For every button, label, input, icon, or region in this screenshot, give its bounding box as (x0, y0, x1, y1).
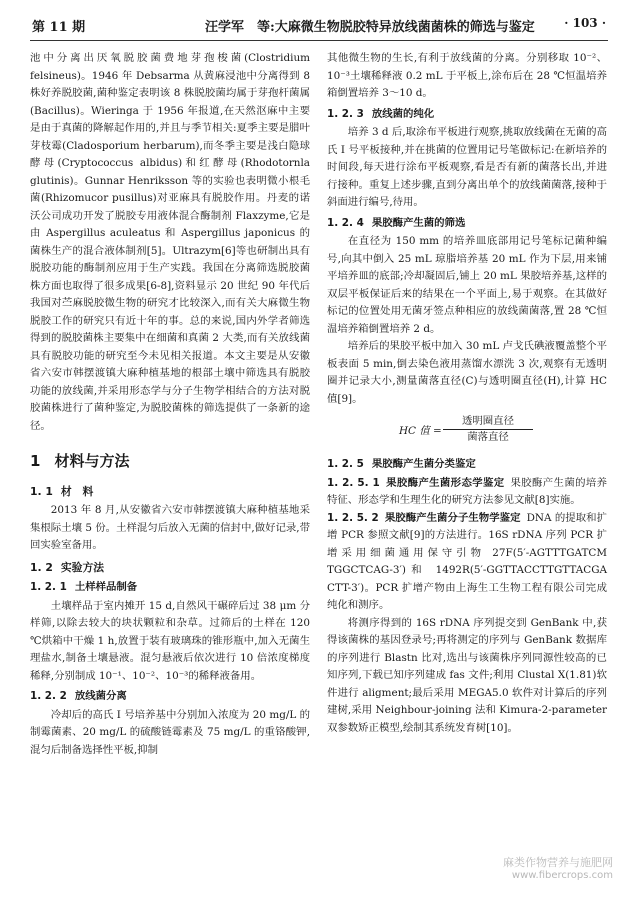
subsection-number: 1. 2. 5. 1 (327, 476, 380, 489)
page-number: · 103 · (564, 16, 606, 30)
subsection-heading-1-2-2 (30, 688, 310, 706)
left-column (30, 50, 310, 759)
materials-paragraph: 2013 年 8 月,从安徽省六安市韩摆渡镇大麻种植基地采集根际土壤 5 份。土样混匀后放入无菌的信封中,做好记录,带回实验室备用。 (30, 504, 310, 551)
subsection-title: 果胶酶产生菌形态学鉴定 (385, 476, 505, 489)
subsection-heading-1-2-3 (327, 106, 607, 124)
subsection-heading-1-2-1 (30, 579, 310, 597)
section-heading-1 (30, 453, 310, 471)
subsection-number: 1. 2. 5 (327, 458, 364, 470)
molecular-text: DNA 的提取和扩增 PCR 参照文献[9]的方法进行。16S rDNA 序列 PCR 扩增采用细菌通用保守引物 27F(5′-AGTTTGATCM TGGCTCAG-3′)和 1492R(5′-GGTTACCTTGTTACGA CTT-3′)。PCR 扩增产物由上海生工生物工程有限公司完成纯化和测序。 (327, 511, 607, 611)
screening-paragraph-b: 培养后的果胶平板中加入 30 mL 卢戈氏碘液覆盖整个平板表面 5 min,倒去染色液用蒸馏水漂洗 3 次,观察有无透明圈并记录大小,测量菌落直径(C)与透明圈直径(H),计算 HC 值[9]。 (327, 340, 607, 405)
subsection-title: 放线菌的纯化 (371, 107, 435, 120)
subsection-title: 果胶酶产生菌分子生物学鉴定 (384, 511, 521, 524)
subsection-heading-1-2-4 (327, 215, 607, 233)
formula-lhs: HC 值 = (399, 425, 442, 437)
site-watermark (503, 854, 613, 881)
subsection-title: 实验方法 (60, 560, 105, 574)
subsection-title: 材 料 (60, 484, 94, 498)
morphology-text: 果胶酶产生菌的培养特征、形态学和生理生化的研究方法参见文献[8]实施。 (327, 476, 607, 506)
section-number: 1 (30, 452, 41, 470)
hc-formula (327, 414, 607, 448)
subsection-number: 1. 2. 1 (30, 581, 67, 593)
page-header (30, 10, 608, 41)
purification-paragraph: 培养 3 d 后,取涂布平板进行观察,挑取放线菌在无菌的高氏 I 号平板接种,并在挑菌的位置用记号笔做标记:在新培养的时间段,每天进行涂布平板观察,看是否有新的菌落长出,并进行接种。重复上述步骤,直到分离出单个的放线菌菌落,接种于斜面进行编号,待用。 (327, 126, 607, 208)
continued-paragraph: 其他微生物的生长,有利于放线菌的分离。分别移取 10⁻²、10⁻³土壤稀释液 0.2 mL 于平板上,涂布后在 28 ℃恒温培养箱倒置培养 3～10 d。 (327, 52, 607, 99)
morphology-paragraph (327, 475, 607, 510)
isolation-paragraph: 冷却后的高氏 I 号培养基中分别加入浓度为 20 mg/L 的制霉菌素、20 mg/L 的硫酸链霉素及 75 mg/L 的重铬酸钾,混匀后制备选择性平板,抑制 (30, 708, 310, 756)
watermark-title: 麻类作物营养与施肥网 (503, 856, 613, 869)
subsection-number: 1. 2. 3 (327, 107, 364, 120)
formula-numerator: 透明圈直径 (443, 414, 533, 430)
subsection-title: 土样样品制备 (74, 581, 138, 593)
right-column (327, 50, 607, 737)
subsection-heading-1-2-5 (327, 456, 607, 474)
molecular-paragraph (327, 510, 607, 615)
subsection-number: 1. 2. 4 (327, 216, 364, 229)
formula-fraction (443, 414, 533, 445)
issue-number: 第 11 期 (32, 20, 86, 35)
running-title: 汪学军 等:大麻微生物脱胶特异放线菌菌株的筛选与鉴定 (205, 20, 535, 35)
watermark-url: www.fibercrops.com (511, 870, 613, 881)
subsection-heading-1-1 (30, 483, 310, 501)
phylogeny-paragraph: 将测序得到的 16S rDNA 序列提交到 GenBank 中,获得该菌株的基因登录号;再将测定的序列与 GenBank 数据库的序列进行 Blastn 比对,选出与该菌株序列同源性较高的已知序列,下载已知序列建成 fas 文件;利用 Clustal X(1.81)软件进行 aligment;最后采用 MEGA5.0 软件对计算后的序列建树,采用 Neighbour-joining 法和 Kimura-2-parameter 双参数矫正模型,绘制其系统发育树[10]。 (327, 616, 607, 734)
subsection-number: 1. 2 (30, 560, 53, 574)
subsection-number: 1. 1 (30, 484, 53, 498)
subsection-title: 果胶酶产生菌的筛选 (371, 216, 466, 229)
formula-denominator: 菌落直径 (467, 431, 509, 443)
subsection-heading-1-2 (30, 559, 310, 577)
subsection-title: 果胶酶产生菌分类鉴定 (371, 458, 476, 470)
soil-prep-paragraph: 土壤样品于室内摊开 15 d,自然风干碾碎后过 38 μm 分样筛,以除去较大的块状颗粒和杂草。过筛后的土样在 120 ℃烘箱中干燥 1 h,放置于装有玻璃珠的锥形瓶中,加入无菌生理盐水,制备土壤悬液。混匀悬液后依次进行 10 倍浓度梯度稀释,分别制成 10⁻¹、10⁻²、10⁻³的稀释液备用。 (30, 599, 310, 682)
subsection-title: 放线菌分离 (74, 690, 127, 702)
section-title: 材料与方法 (54, 452, 130, 470)
subsection-number: 1. 2. 2 (30, 690, 67, 702)
screening-paragraph-a: 在直径为 150 mm 的培养皿底部用记号笔标记菌种编号,向其中倒入 25 mL 琼脂培养基 20 mL 作为下层,用来铺平培养皿的底部;冷却凝固后,铺上 20 mL 果胶培养基,这样的双层平板保证后来的结果在一个平面上,易于观察。在其做好标记的位置处用无菌牙签点种相应的放线菌菌落,置 28 ℃恒温培养箱倒置培养 2 d。 (327, 235, 607, 335)
subsection-number: 1. 2. 5. 2 (327, 511, 379, 524)
intro-paragraph: 池中分离出厌氧脱胶菌费地芽孢梭菌(Clostridium felsineus)。1946 年 Debsarma 从黄麻浸池中分离得到 8 株好养脱胶菌,菌种鉴定表明该 8 株脱胶菌均属于芽孢杆菌属(Bacillus)。Wieringa 于 1956 年报道,在天然沤麻中主要是由于真菌的降解起作用的,并且与季节相关:夏季主要是腊叶芽枝霉(Cladosporium herbarum),而冬季主要是浅白隐球酵母(Cryptococcus albidus)和红酵母(Rhodotornla glutinis)。Gunnar Henriksson 等的实验也表明微小根毛菌(Rhizomucor pusillus)对亚麻具有脱胶作用。丹麦的诺沃公司成功开发了脱胶专用液体混合酶制剂 Flaxzyme,它是由 Aspergillus aculeatus 和 Aspergillus japonicus 的菌株生产的混合液体制剂[5]。Ultrazym[6]等也研制出具有脱胶功能的酶制剂应用于生产实践。我国在分离筛选脱胶菌株方面也取得了很多成果[6-8],资料显示 20 世纪 90 年代后我国对苎麻脱胶微生物的研究才比较深入,而有关大麻微生物脱胶工作的研究只有近十年的事。总的来说,国内外学者筛选得到的脱胶菌株主要集中在细菌和真菌 2 大类,而有关放线菌具有脱胶功能的研究至今未见相关报道。本文主要是从安徽省六安市韩摆渡镇大麻种植基地的根部土壤中筛选具有脱胶功能的放线菌,并采用形态学与分子生物学相结合的方法对脱胶菌株进行了菌种鉴定,为脱胶菌株的筛选提供了一条新的途径。 (30, 52, 310, 432)
